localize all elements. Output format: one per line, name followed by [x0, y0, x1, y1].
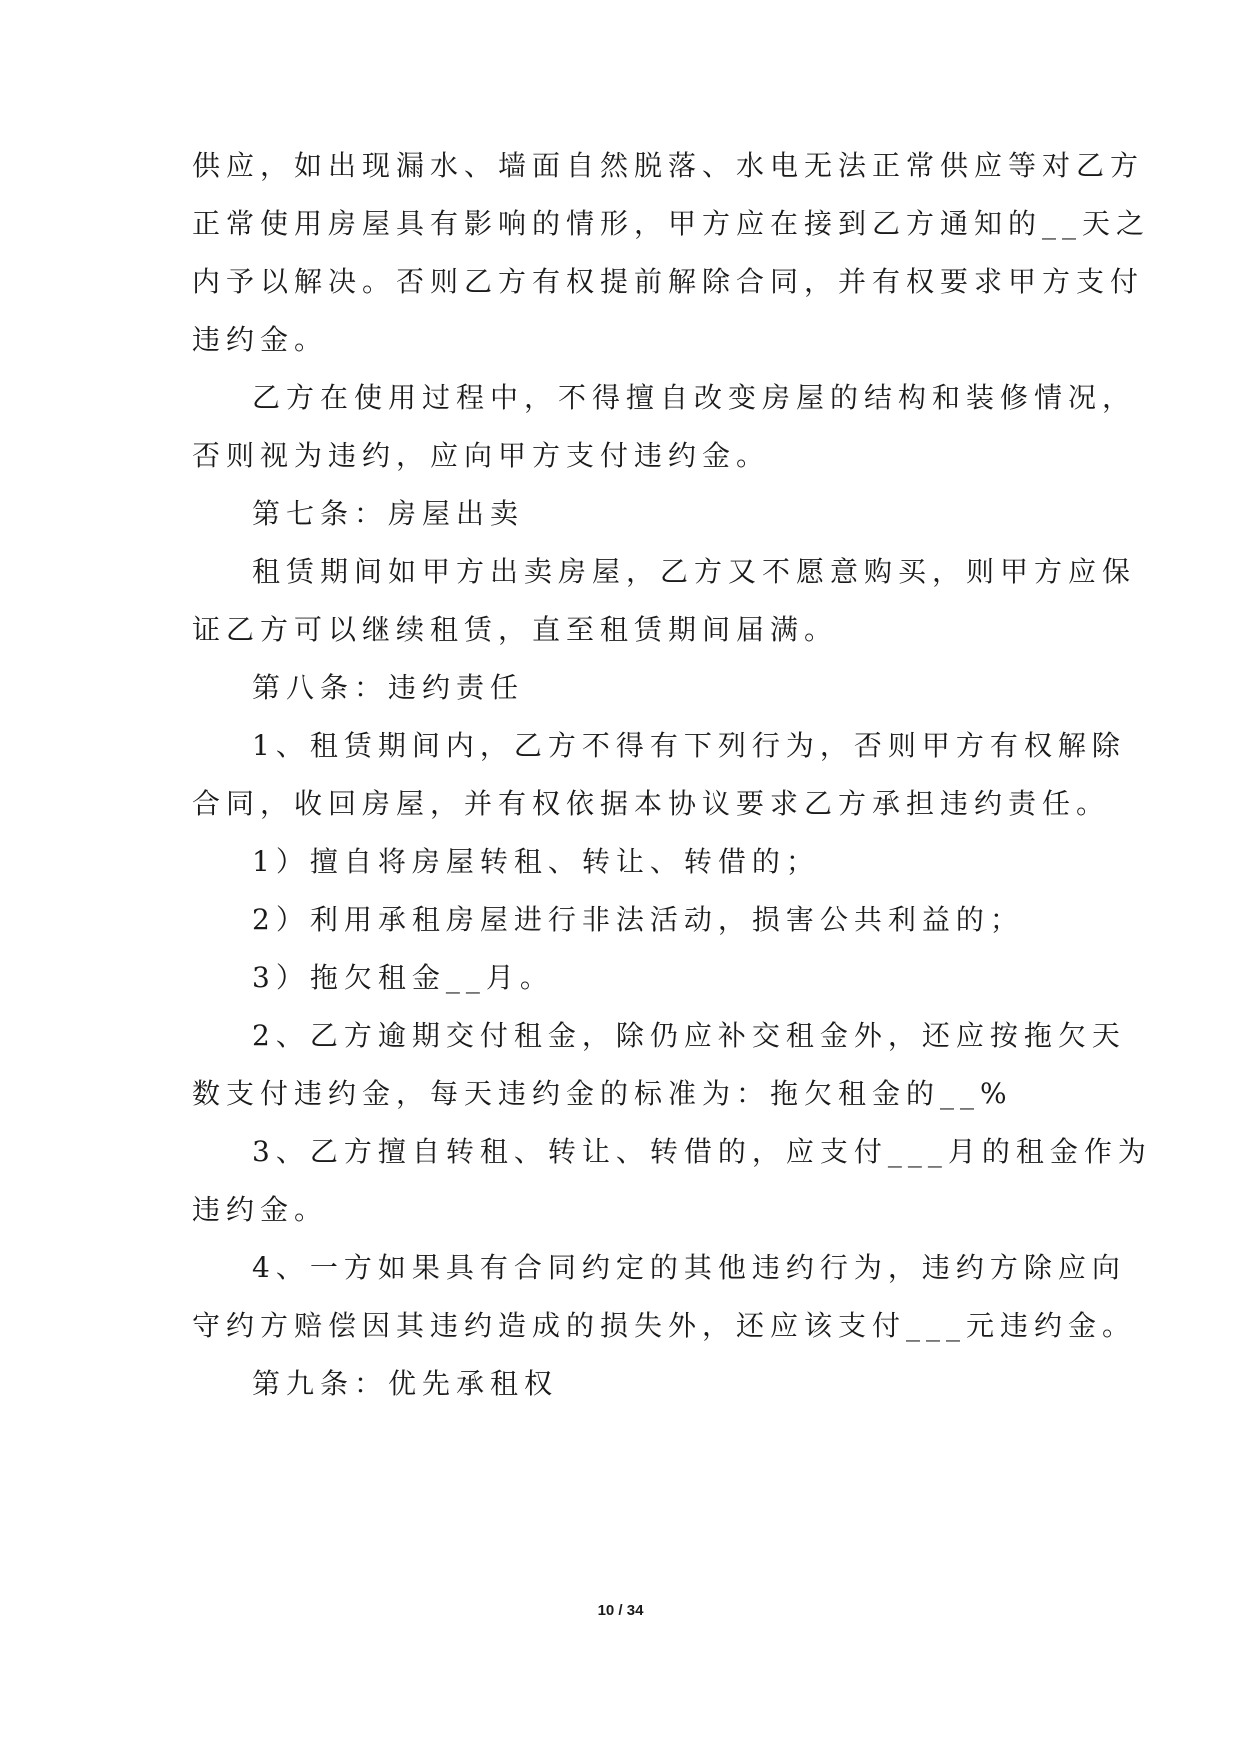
section-heading: 第八条：违约责任: [252, 671, 525, 704]
body-text-line: 租赁期间如甲方出卖房屋，乙方又不愿意购买，则甲方应保: [252, 555, 1137, 588]
body-text-line: 违约金。: [192, 1193, 329, 1226]
body-text-line: 2、乙方逾期交付租金，除仍应补交租金外，还应按拖欠天: [252, 1019, 1126, 1052]
body-text-line: 否则视为违约，应向甲方支付违约金。: [192, 439, 771, 472]
body-text-line: 合同，收回房屋，并有权依据本协议要求乙方承担违约责任。: [192, 787, 1111, 820]
body-text-line: 供应，如出现漏水、墙面自然脱落、水电无法正常供应等对乙方: [192, 149, 1145, 182]
body-text-line: 3、乙方擅自转租、转让、转借的，应支付___月的租金作为: [252, 1135, 1152, 1168]
body-text-line: 数支付违约金，每天违约金的标准为：拖欠租金的__%: [192, 1077, 1013, 1110]
body-text-line: 4、一方如果具有合同约定的其他违约行为，违约方除应向: [252, 1251, 1126, 1284]
body-text-line: 正常使用房屋具有影响的情形，甲方应在接到乙方通知的__天之: [192, 207, 1151, 240]
body-text-line: 证乙方可以继续租赁，直至租赁期间届满。: [192, 613, 839, 646]
list-item: 1）擅自将房屋转租、转让、转借的；: [252, 845, 820, 878]
section-heading: 第七条：房屋出卖: [252, 497, 525, 530]
list-item: 2）利用承租房屋进行非法活动，损害公共利益的；: [252, 903, 1024, 936]
body-text-line: 违约金。: [192, 323, 329, 356]
body-text-line: 1、租赁期间内，乙方不得有下列行为，否则甲方有权解除: [252, 729, 1126, 762]
body-text-line: 内予以解决。否则乙方有权提前解除合同，并有权要求甲方支付: [192, 265, 1145, 298]
list-item: 3）拖欠租金__月。: [252, 961, 554, 994]
body-text-line: 乙方在使用过程中，不得擅自改变房屋的结构和装修情况，: [252, 381, 1137, 414]
page-number: 10 / 34: [597, 1602, 644, 1619]
section-heading: 第九条：优先承租权: [252, 1367, 559, 1400]
body-text-line: 守约方赔偿因其违约造成的损失外，还应该支付___元违约金。: [192, 1309, 1137, 1342]
